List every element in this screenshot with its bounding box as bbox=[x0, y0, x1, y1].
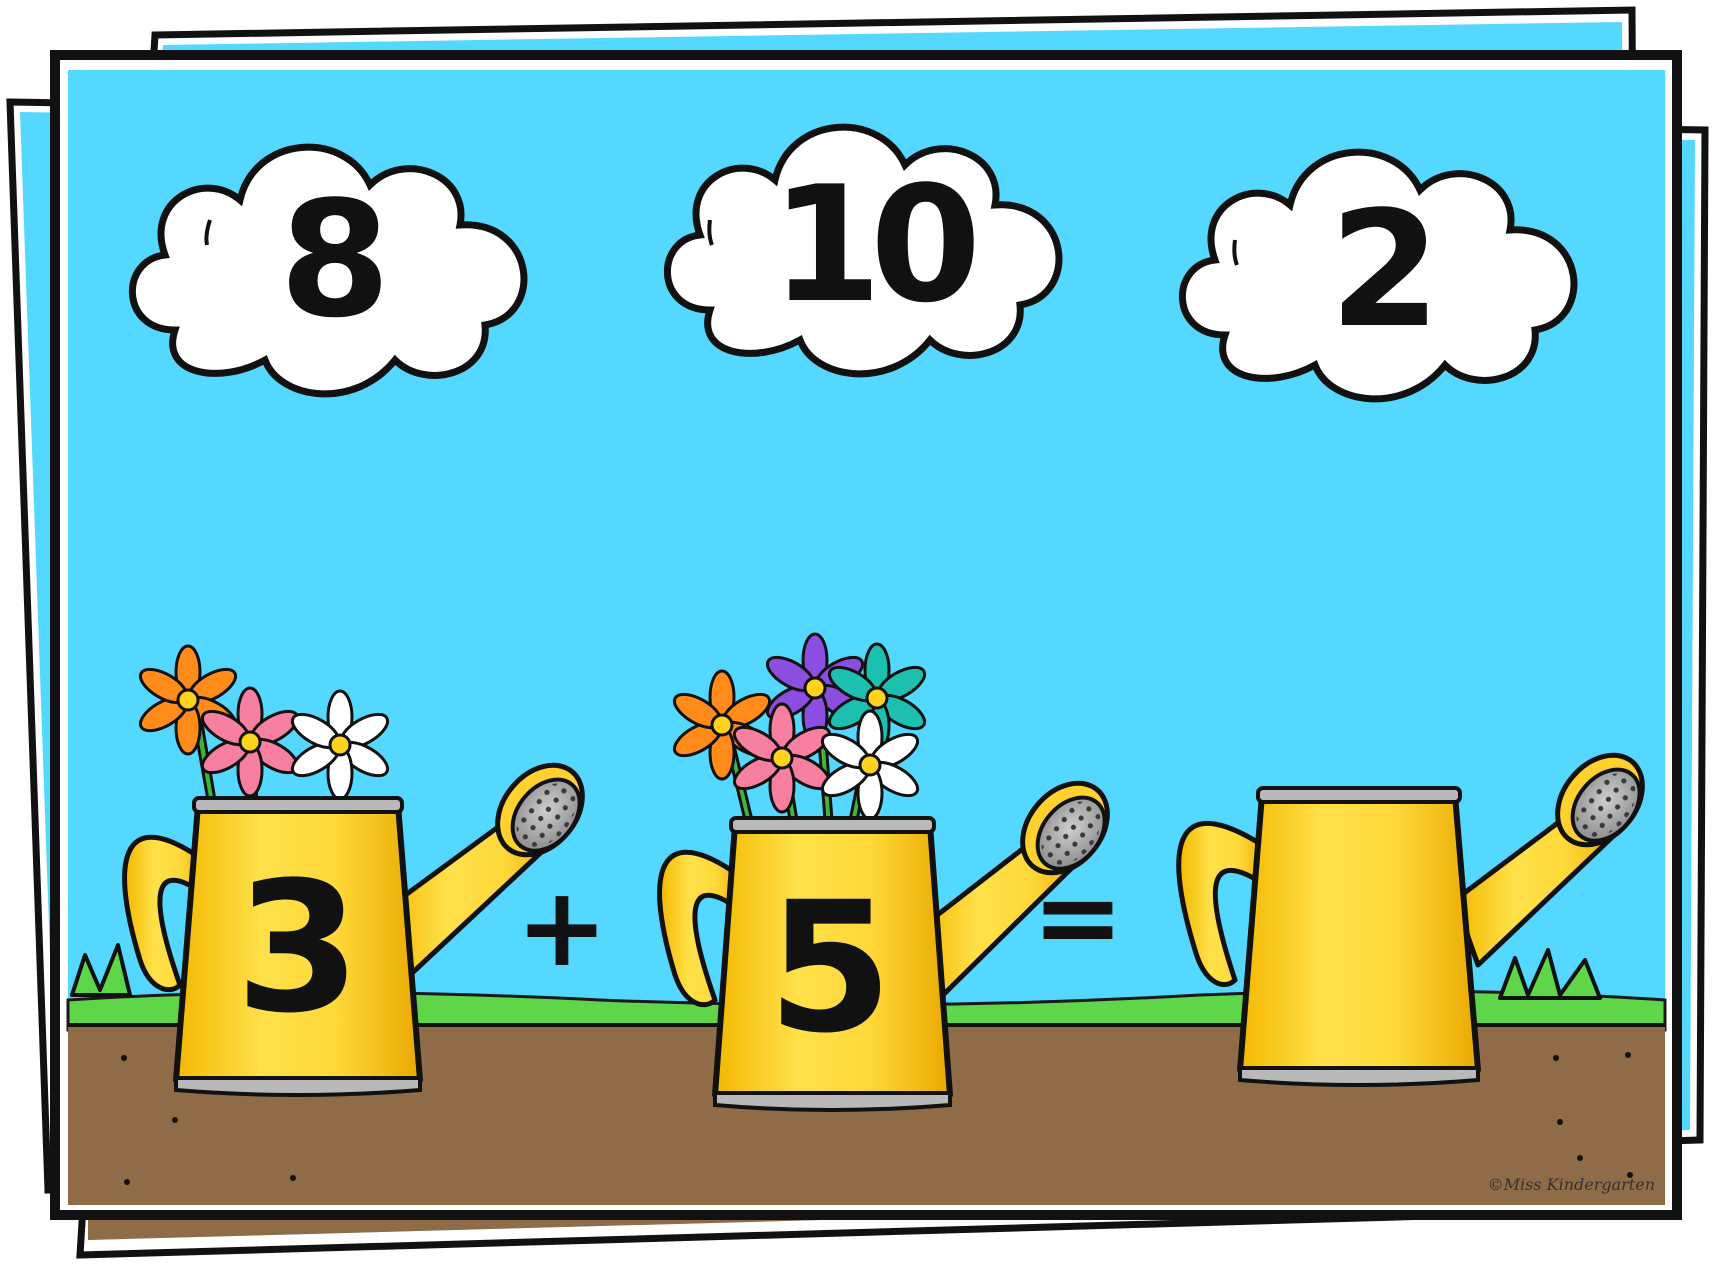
cloud-number: 10 bbox=[770, 151, 970, 338]
equals-sign: = bbox=[1031, 853, 1125, 981]
plus-sign: + bbox=[515, 863, 609, 991]
cloud-number: 8 bbox=[279, 166, 391, 353]
addend-1-number: 3 bbox=[235, 844, 361, 1053]
watermark: ©Miss Kindergarten bbox=[1487, 1175, 1655, 1194]
addend-2-number: 5 bbox=[767, 864, 893, 1073]
cloud-number: 2 bbox=[1329, 176, 1441, 363]
